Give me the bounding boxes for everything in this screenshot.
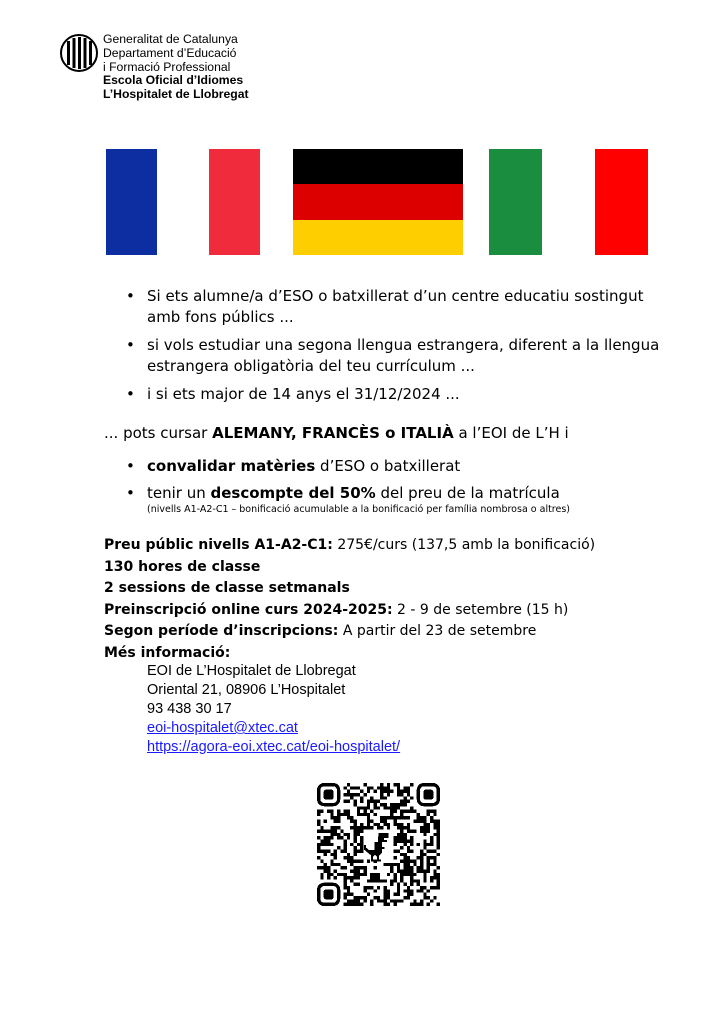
benefit-2-pre: tenir un (147, 484, 211, 502)
generalitat-stripes-icon (60, 34, 98, 72)
flag-italy-band (489, 149, 542, 255)
flag-italy-band (542, 149, 595, 255)
benefit-2-note: (nivells A1-A2-C1 – bonificació acumulable a la bonificació per família nombrosa o altres) (147, 504, 571, 515)
price-value: 275€/curs (137,5 amb la bonificació) (332, 537, 596, 553)
benefit-item (120, 456, 660, 477)
email-link[interactable]: eoi-hospitalet@xtec.cat (147, 720, 298, 736)
dinosaur-icon (364, 833, 389, 862)
second-period-value: A partir del 23 de setembre (338, 623, 537, 639)
qr-finder-pattern (418, 785, 438, 805)
header-line-1: Generalitat de Catalunya (103, 32, 238, 46)
flag-germany-band (293, 184, 463, 219)
second-period-row (104, 621, 664, 643)
preregistration-row (104, 600, 664, 622)
qr-finder-pattern (319, 785, 339, 805)
benefit-2-bold: descompte del 50% (210, 484, 376, 502)
price-row (104, 535, 664, 557)
institution-header (103, 33, 249, 102)
flag-france-band (157, 149, 208, 255)
contact-block (147, 662, 400, 757)
flag-france-band (106, 149, 157, 255)
contact-address: Oriental 21, 08906 L’Hospitalet (147, 682, 346, 698)
condition-item: • si vols estudiar una segona llengua estrangera, diferent a la llengua estrangera obligatòria del teu currículum ... (120, 335, 660, 377)
condition-item: • i si ets major de 14 anys el 31/12/2024 ... (120, 384, 660, 405)
course-info (104, 535, 664, 664)
condition-item: • Si ets alumne/a d’ESO o batxillerat d’un centre educatiu sostingut amb fons públics ... (120, 286, 660, 328)
flag-italy-band (595, 149, 648, 255)
benefits-list (120, 456, 660, 522)
school-name-line-1: Escola Oficial d’Idiomes (103, 73, 244, 88)
hours-row: 130 hores de classe (104, 558, 261, 575)
flag-germany-band (293, 149, 463, 184)
flag-france-band (209, 149, 260, 255)
flag-germany (293, 149, 463, 255)
flag-germany-band (293, 220, 463, 255)
header-line-3: i Formació Professional (103, 59, 231, 74)
price-label: Preu públic nivells A1-A2-C1: (104, 537, 333, 553)
qr-code-icon[interactable] (317, 783, 440, 906)
preregistration-value: 2 - 9 de setembre (15 h) (392, 601, 569, 618)
flag-france (106, 149, 260, 255)
school-name-line-2: L’Hospitalet de Llobregat (103, 87, 249, 102)
header-line-2: Departament d’Educació (103, 45, 237, 60)
contact-phone: 93 438 30 17 (147, 701, 232, 717)
benefit-2-text: del preu de la matrícula (375, 484, 560, 502)
benefit-item (120, 483, 660, 516)
qr-finder-pattern (319, 884, 339, 904)
conditions-list (120, 286, 660, 412)
preregistration-label: Preinscripció online curs 2024-2025: (104, 601, 393, 618)
sessions-row: 2 sessions de classe setmanals (104, 580, 350, 596)
offer-suffix: a l’EOI de L’H i (453, 424, 569, 442)
offer-languages: ALEMANY, FRANCÈS o ITALIÀ (212, 424, 454, 442)
benefit-1-bold: convalidar matèries (147, 457, 316, 475)
flag-italy (489, 149, 648, 255)
more-info-label: Més informació: (104, 644, 231, 661)
benefit-1-text: d’ESO o batxillerat (315, 457, 461, 475)
offer-prefix: ... pots cursar (104, 424, 213, 442)
second-period-label: Segon període d’inscripcions: (104, 623, 339, 639)
offer-line (104, 423, 569, 444)
contact-name: EOI de L’Hospitalet de Llobregat (147, 663, 356, 679)
website-link[interactable]: https://agora-eoi.xtec.cat/eoi-hospitalet/ (147, 739, 401, 755)
